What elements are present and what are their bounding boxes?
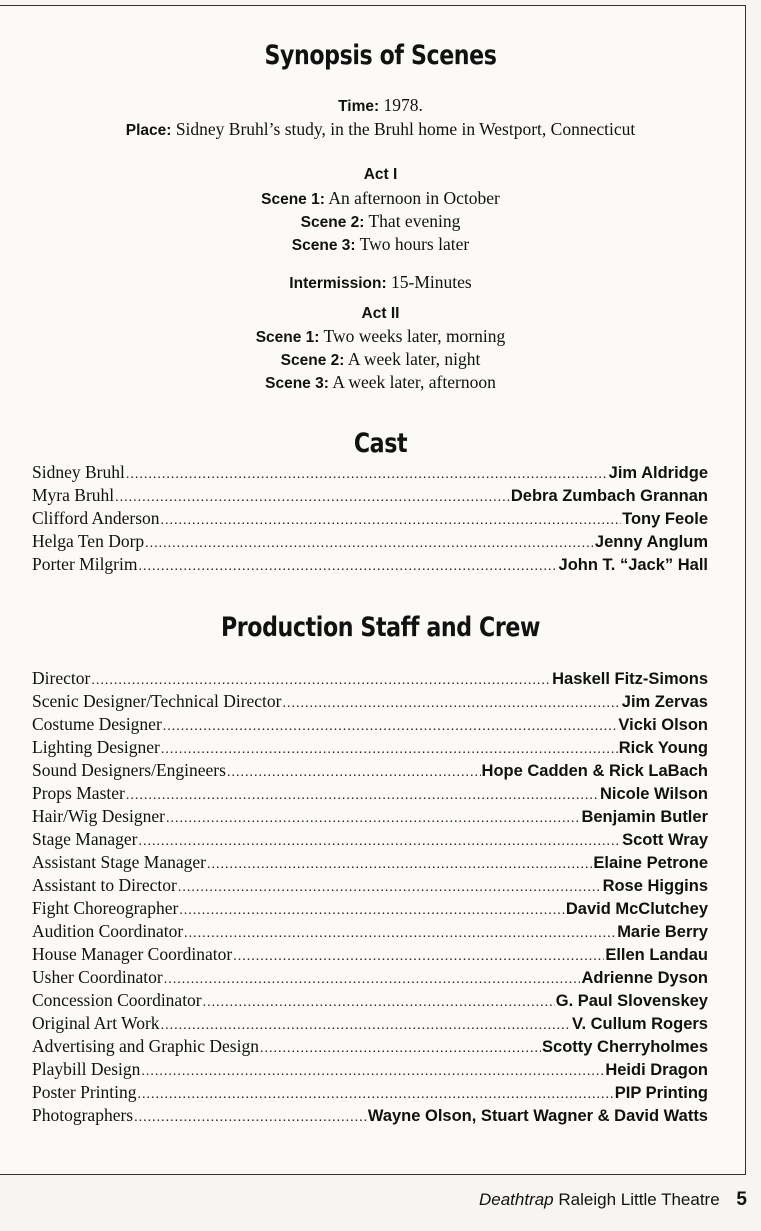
role: Sound Designers/Engineers	[32, 760, 226, 780]
role: Stage Manager	[32, 829, 138, 849]
scene-label: Scene 3:	[265, 375, 329, 392]
crew-row	[32, 690, 708, 713]
person-name: Adrienne Dyson	[581, 969, 708, 987]
scene-label: Scene 2:	[280, 352, 345, 369]
person-name: Hope Cadden & Rick LaBach	[481, 762, 708, 780]
person-name: Haskell Fitz-Simons	[552, 670, 708, 688]
role: Audition Coordinator	[32, 921, 184, 941]
role: Clifford Anderson	[32, 508, 160, 528]
cast-title: Cast	[353, 428, 408, 459]
leader-dots	[260, 1037, 541, 1060]
leader-dots	[161, 738, 618, 761]
person-name: Jim Aldridge	[608, 464, 708, 482]
role: House Manager Coordinator	[32, 944, 233, 964]
role: Fight Choreographer	[32, 898, 179, 918]
role: Playbill Design	[32, 1059, 141, 1079]
scene-label: Scene 3:	[291, 237, 356, 254]
person-name: Marie Berry	[617, 923, 708, 941]
person-name: PIP Printing	[614, 1084, 708, 1102]
crew-row	[32, 1012, 708, 1035]
role: Original Art Work	[32, 1013, 160, 1033]
crew-row	[32, 943, 708, 966]
scene-text: A week later, night	[347, 349, 481, 369]
theatre-name: Raleigh Little Theatre	[558, 1190, 720, 1209]
leader-dots	[184, 922, 616, 945]
crew-row	[32, 1081, 708, 1104]
person-name: Heidi Dragon	[605, 1061, 708, 1079]
cast-list	[32, 461, 708, 576]
intermission-value: 15-Minutes	[391, 272, 472, 292]
leader-dots	[233, 945, 604, 968]
crew-row	[32, 805, 708, 828]
crew-row	[32, 1058, 708, 1081]
leader-dots	[166, 807, 581, 830]
crew-title: Production Staff and Crew	[220, 612, 541, 643]
act1-scene	[0, 187, 761, 211]
crew-list	[32, 667, 708, 1127]
act1-title: Act I	[363, 166, 398, 183]
leader-dots	[138, 555, 557, 578]
leader-dots	[227, 761, 481, 784]
act2-scene	[0, 325, 761, 349]
synopsis-title: Synopsis of Scenes	[264, 40, 497, 71]
crew-row	[32, 828, 708, 851]
crew-row	[32, 759, 708, 782]
leader-dots	[164, 968, 581, 991]
person-name: Vicki Olson	[618, 716, 708, 734]
leader-dots	[138, 830, 621, 853]
person-name: Jim Zervas	[621, 693, 708, 711]
act1-scene	[0, 210, 761, 234]
role: Props Master	[32, 783, 125, 803]
place-label: Place:	[125, 122, 172, 139]
leader-dots	[203, 991, 555, 1014]
leader-dots	[134, 1106, 367, 1129]
role: Assistant Stage Manager	[32, 852, 206, 872]
leader-dots	[115, 486, 510, 509]
role: Hair/Wig Designer	[32, 806, 165, 826]
role: Advertising and Graphic Design	[32, 1036, 259, 1056]
crew-row	[32, 966, 708, 989]
crew-row	[32, 874, 708, 897]
cast-row	[32, 484, 708, 507]
person-name: David McClutchey	[565, 900, 708, 918]
person-name: Rick Young	[618, 739, 708, 757]
show-title: Deathtrap	[478, 1190, 554, 1209]
leader-dots	[178, 876, 602, 899]
crew-row	[32, 1035, 708, 1058]
place-line	[0, 118, 761, 142]
person-name: Nicole Wilson	[599, 785, 708, 803]
page-number: 5	[736, 1189, 747, 1210]
crew-row	[32, 782, 708, 805]
scene-label: Scene 1:	[261, 191, 325, 208]
leader-dots	[163, 715, 618, 738]
role: Scenic Designer/Technical Director	[32, 691, 282, 711]
time-value: 1978.	[383, 95, 423, 115]
leader-dots	[161, 509, 622, 532]
scene-text: A week later, afternoon	[332, 372, 496, 392]
leader-dots	[145, 532, 594, 555]
role: Director	[32, 668, 91, 688]
person-name: Benjamin Butler	[581, 808, 708, 826]
role: Costume Designer	[32, 714, 162, 734]
person-name: Wayne Olson, Stuart Wagner & David Watts	[367, 1107, 708, 1125]
crew-row	[32, 667, 708, 690]
scene-label: Scene 1:	[255, 329, 320, 346]
cast-row	[32, 461, 708, 484]
leader-dots	[179, 899, 565, 922]
crew-row	[32, 736, 708, 759]
scene-text: Two weeks later, morning	[323, 326, 506, 346]
crew-row	[32, 1104, 708, 1127]
intermission-line	[0, 271, 761, 295]
person-name: Scotty Cherryholmes	[542, 1038, 708, 1056]
leader-dots	[126, 784, 599, 807]
scene-text: That evening	[368, 211, 461, 231]
person-name: Debra Zumbach Grannan	[510, 487, 708, 505]
role: Helga Ten Dorp	[32, 531, 145, 551]
act1-scene	[0, 233, 761, 257]
person-name: V. Cullum Rogers	[571, 1015, 708, 1033]
person-name: Rose Higgins	[602, 877, 708, 895]
place-value: Sidney Bruhl’s study, in the Bruhl home in Westport, Connecticut	[175, 119, 636, 139]
person-name: Jenny Anglum	[594, 533, 708, 551]
page-footer	[479, 1189, 747, 1211]
crew-row	[32, 989, 708, 1012]
act2-scene	[0, 348, 761, 372]
scene-label: Scene 2:	[300, 214, 365, 231]
crew-row	[32, 713, 708, 736]
person-name: John T. “Jack” Hall	[558, 556, 708, 574]
person-name: Tony Feole	[622, 510, 708, 528]
role: Usher Coordinator	[32, 967, 163, 987]
role: Myra Bruhl	[32, 485, 115, 505]
person-name: Elaine Petrone	[593, 854, 708, 872]
person-name: Ellen Landau	[605, 946, 708, 964]
scene-text: Two hours later	[359, 234, 470, 254]
act2-scene	[0, 371, 761, 395]
role: Assistant to Director	[32, 875, 177, 895]
intermission-label: Intermission:	[289, 275, 387, 292]
leader-dots	[126, 463, 608, 486]
leader-dots	[161, 1014, 571, 1037]
role: Poster Printing	[32, 1082, 137, 1102]
role: Photographers	[32, 1105, 134, 1125]
act2-title: Act II	[361, 305, 400, 322]
leader-dots	[138, 1083, 614, 1106]
person-name: Scott Wray	[622, 831, 708, 849]
cast-row	[32, 553, 708, 576]
time-line	[0, 94, 761, 118]
cast-row	[32, 507, 708, 530]
time-label: Time:	[338, 98, 380, 115]
role: Porter Milgrim	[32, 554, 138, 574]
leader-dots	[207, 853, 592, 876]
leader-dots	[91, 669, 551, 692]
person-name: G. Paul Slovenskey	[555, 992, 708, 1010]
role: Lighting Designer	[32, 737, 160, 757]
crew-row	[32, 851, 708, 874]
leader-dots	[141, 1060, 604, 1083]
leader-dots	[283, 692, 621, 715]
role: Sidney Bruhl	[32, 462, 125, 482]
crew-row	[32, 897, 708, 920]
crew-row	[32, 920, 708, 943]
role: Concession Coordinator	[32, 990, 202, 1010]
cast-row	[32, 530, 708, 553]
scene-text: An afternoon in October	[328, 188, 500, 208]
